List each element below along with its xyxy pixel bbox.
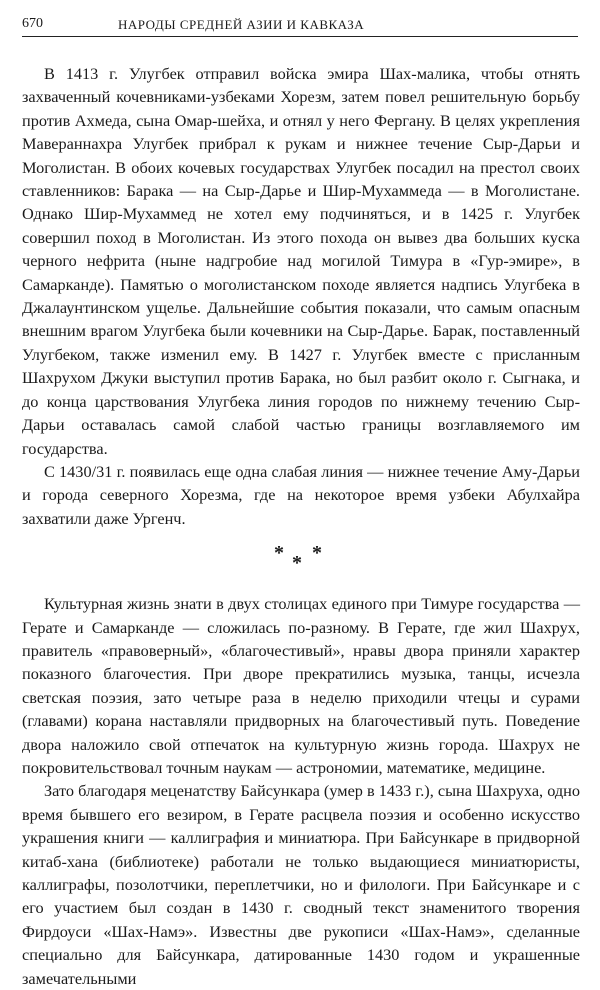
- paragraph: Культурная жизнь знати в двух столицах единого при Тимуре государства — Герате и Самарканде — сложилась по-разному. В Герате, где жил Шахрух, правитель «правоверный», «благочестивый», нравы двора приняли характер показного благочестия. При дворе прекратились музыка, танцы, исчезла светская поэзия, зато четыре раза в неделю приходили чтецы и сурами (главами) корана наставляли придворных на благочестивый путь. Поведение двора наложило свой отпечаток на культурную жизнь города. Шахрух не покровительствовал точным наукам — астрономии, математике, медицине.: [22, 594, 580, 777]
- page-header: [22, 14, 578, 37]
- paragraph: С 1430/31 г. появилась еще одна слабая линия — нижнее течение Аму-Дарьи и города северного Хорезма, где на некоторое время узбеки Абулхайра захватили даже Ургенч.: [22, 461, 580, 528]
- page-number: 670: [22, 16, 43, 31]
- body-text: [22, 62, 580, 990]
- paragraph: В 1413 г. Улугбек отправил войска эмира Шах-малика, чтобы отнять захваченный кочевниками-узбеками Хорезм, затем повел решительную борьбу против Ахмеда, сына Омар-шейха, и отнял у него Фергану. В целях укрепления Мавераннахра Улугбек прибрал к рукам и нижнее течение Сыр-Дарьи и Моголистан. В обоих кочевых государствах Улугбек посадил на престол своих ставленников: Барака — на Сыр-Дарье и Шир-Мухаммеда — в Моголистане. Однако Шир-Мухаммед не хотел ему подчиняться, и в 1425 г. Улугбек совершил поход в Моголистан. Из этого похода он вывез два больших куска черного нефрита (ныне надгробие над могилой Тимура в «Гур-эмире», в Самарканде). Памятью о моголистанском походе является надпись Улугбека в Джалаунтинском ущелье. Дальнейшие события показали, что самым опасным внешним врагом Улугбека были кочевники на Сыр-Дарье. Барак, поставленный Улугбеком, также изменил ему. В 1427 г. Улугбек вместе с присланным Шахрухом Джуки выступил против Барака, но был разбит около г. Сыгнака, и до конца царствования Улугбека линия городов по нижнему течению Сыр-Дарьи оставалась самой слабой частью границы возглавляемого им государства.: [22, 64, 580, 458]
- asterisk: *: [312, 542, 322, 565]
- asterisk: *: [274, 542, 284, 565]
- asterisk: *: [292, 552, 302, 575]
- section-separator: [22, 530, 580, 592]
- paragraph: Зато благодаря меценатству Байсункара (умер в 1433 г.), сына Шахруха, одно время бывшего его везиром, в Герате расцвела поэзия и особенно искусство украшения книги — каллиграфия и миниатюра. При Байсункаре в придворной китаб-хана (библиотеке) работали не только выдающиеся миниатюристы, каллиграфы, позолотчики, переплетчики, но и филологи. При Байсункаре и с его участием был создан в 1430 г. сводный текст знаменитого творения Фирдоуси «Шах-Намэ». Известны две рукописи «Шах-Намэ», сделанные специально для Байсункара, датированные 1430 годом и украшенные замечательными: [22, 781, 581, 988]
- running-title: НАРОДЫ СРЕДНЕЙ АЗИИ И КАВКАЗА: [118, 17, 365, 32]
